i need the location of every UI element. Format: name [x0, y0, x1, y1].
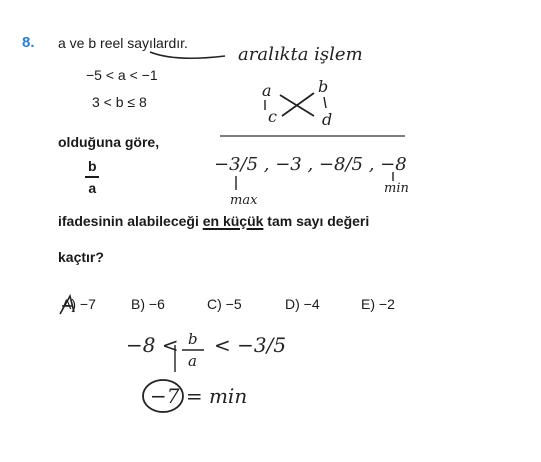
hand-inequality-left: −8 < [126, 333, 179, 357]
hand-answer: −7 = min [150, 384, 248, 408]
hand-letter-c: c [268, 107, 277, 126]
choice-b-value: −6 [148, 296, 165, 312]
choice-a-mark [60, 296, 74, 314]
fraction-denominator: a [88, 179, 97, 196]
hand-letter-a: a [262, 81, 272, 100]
choice-b-letter: B) [131, 296, 145, 312]
condition-b: 3 < b ≤ 8 [92, 94, 147, 110]
note-arrow [150, 52, 225, 58]
hand-label-max: max [230, 193, 258, 208]
fraction-numerator: b [88, 158, 97, 174]
hand-values-row: −3/5 , −3 , −8/5 , −8 [214, 154, 407, 175]
hand-inequality-right: < −3/5 [214, 333, 287, 357]
choice-c-value: −5 [225, 296, 242, 312]
note-interval: aralıkta işlem [238, 44, 363, 65]
prompt-highlight: en küçük [202, 213, 264, 229]
hand-letter-b: b [318, 77, 329, 96]
choice-d-letter: D) [285, 296, 300, 312]
choice-a-letter: A) [62, 296, 76, 312]
question-number: 8. [22, 34, 35, 51]
hand-inequality-den: a [188, 352, 197, 370]
hand-letter-d: d [322, 110, 333, 129]
choice-a-value: −7 [79, 296, 96, 312]
choice-e-value: −2 [378, 296, 395, 312]
down-arrow-b [324, 97, 326, 108]
question-prompt-line-2: kaçtır? [58, 249, 104, 265]
choice-c-letter: C) [207, 296, 222, 312]
condition-a: −5 < a < −1 [86, 67, 158, 83]
prompt-part-1: ifadesinin alabileceği [58, 213, 203, 229]
prompt-part-2: tam sayı değeri [263, 213, 370, 229]
given-phrase: olduğuna göre, [58, 134, 160, 150]
choice-d-value: −4 [303, 296, 320, 312]
choice-e-letter: E) [361, 296, 375, 312]
question-stem: a ve b reel sayılardır. [58, 35, 188, 51]
hand-label-min: min [384, 181, 409, 196]
hand-inequality-num: b [188, 330, 198, 348]
